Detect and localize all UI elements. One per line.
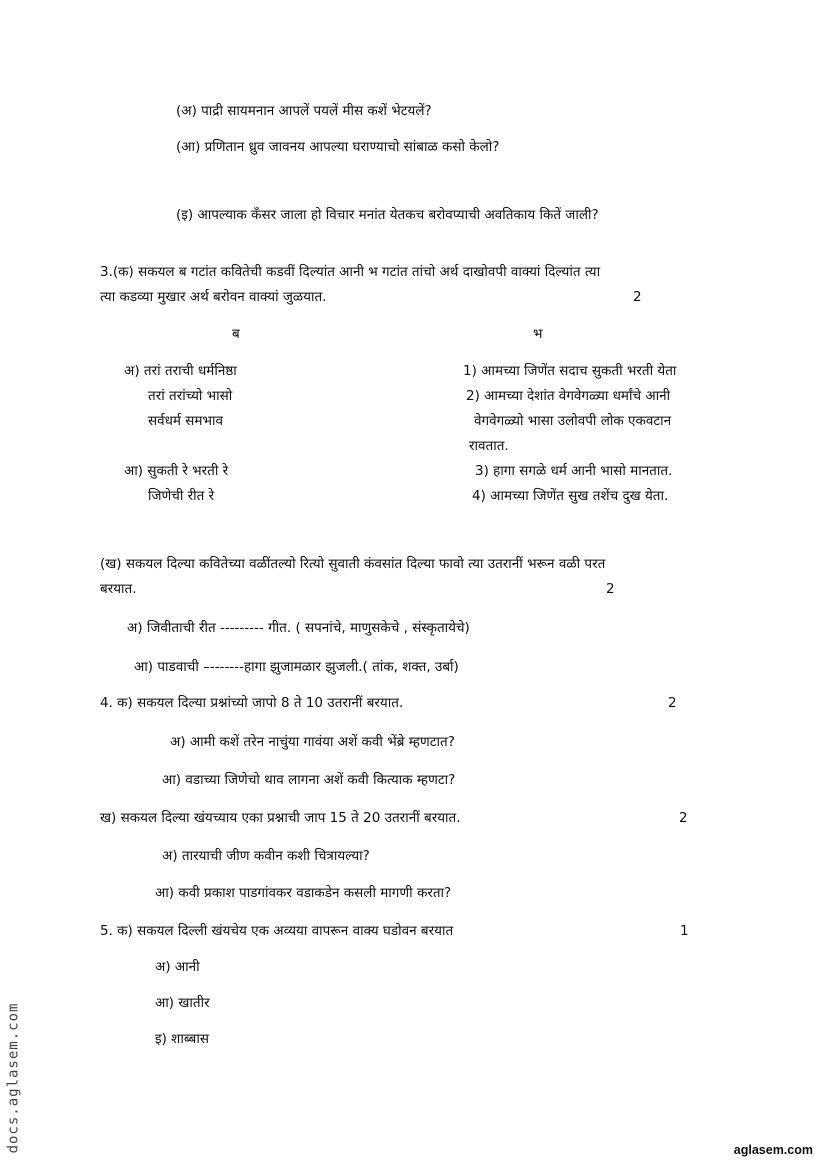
q2-option-aa: (आ) प्रणितान ध्रुव जावनय आपल्या घराण्याचो सांबाळ कसो केलो? (176, 139, 500, 155)
left-a-line2: तरां तरांच्यो भासो (148, 388, 233, 404)
q4-ka-option-aa: आ) वडाच्या जिणेचो थाव लागना अशें कवी कित्याक म्हणटा? (162, 772, 456, 788)
brand-watermark: aglasem.com (733, 1143, 813, 1157)
right-item-3: 3) हागा सगळे धर्म आनी भासो मानतात. (475, 463, 673, 479)
column-bh-heading: भ (533, 326, 543, 342)
q4-kha-instruction: ख) सकयल दिल्या खंयच्याय एका प्रश्नाची जाप 15 ते 20 उतरानीं बरयात. (100, 810, 461, 826)
left-aa-line1: आ) सुकती रे भरती रे (124, 463, 229, 479)
right-item-1: 1) आमच्या जिणेंत सदाच सुकती भरती येता (463, 363, 677, 379)
q2-option-i: (इ) आपल्याक कॅंसर जाला हो विचार मनांत येतकच बरोवप्याची अवतिकाय कितें जाली? (176, 207, 599, 223)
right-item-2-line3: रावतात. (469, 438, 509, 454)
q4-kha-marks: 2 (679, 810, 688, 826)
left-a-line3: सर्वधर्म समभाव (148, 413, 223, 429)
q3-kha-marks: 2 (606, 581, 615, 597)
q5-option-aa: आ) खातीर (155, 995, 210, 1011)
right-item-2-line2: वेगवेगळ्यो भासा उलोवपी लोक एकवटान (474, 413, 672, 429)
right-item-4: 4) आमच्या जिणेंत सुख तशेंच दुख येता. (472, 488, 669, 504)
q3-kha-option-a: अ) जिवीताची रीत --------- गीत. ( सपनांचे, माणुसकेचे , संस्कृतायेचे) (127, 620, 470, 636)
q5-option-i: इ) शाब्बास (155, 1031, 209, 1047)
q3-kha-instruction-line2: बरयात. (100, 581, 137, 597)
left-a-line1: अ) तरां तराची धर्मनिष्ठा (124, 363, 237, 379)
q4-kha-option-a: अ) तारयाची जीण कवीन कशी चित्रायल्या? (162, 848, 370, 864)
column-b-heading: ब (232, 326, 240, 342)
q3-ka-instruction-line1: 3.(क) सकयल ब गटांत कवितेची कडवीं दिल्यांत आनी भ गटांत तांचो अर्थ दाखोवपी वाक्यां दिल्यांत त्या (100, 264, 601, 280)
right-item-2-line1: 2) आमच्या देशांत वेगवेगळ्या धर्मांचे आनी (466, 388, 671, 404)
q4-ka-marks: 2 (668, 695, 677, 711)
left-aa-line2: जिणेची रीत रे (148, 488, 215, 504)
q2-option-a: (अ) पाद्री सायमनान आपलें पयलें मीस कशें भेटयलें? (176, 103, 432, 119)
q4-ka-instruction: 4. क) सकयल दिल्या प्रश्नांच्यो जापो 8 ते 10 उतरानीं बरयात. (100, 695, 404, 711)
q5-ka-marks: 1 (680, 923, 689, 939)
q3-kha-instruction-line1: (ख) सकयल दिल्या कवितेच्या वळींतल्यो रित्यो सुवाती कंवसांत दिल्या फावो त्या उतरानीं भरून वळी परत (100, 556, 606, 572)
q3-ka-marks: 2 (633, 289, 642, 305)
side-watermark: docs.aglasem.com (5, 1002, 22, 1154)
q4-ka-option-a: अ) आमी कशें तरेन नाचुंया गावंया अशें कवी भेंब्रे म्हणटात? (170, 734, 455, 750)
q5-option-a: अ) आनी (155, 959, 200, 975)
q3-ka-instruction-line2: त्या कडव्या मुखार अर्थ बरोवन वाक्यां जुळयात. (100, 289, 327, 305)
q4-kha-option-aa: आ) कवी प्रकाश पाडगांवकर वडाकडेन कसली मागणी करता? (155, 885, 452, 901)
q3-kha-option-aa: आ) पाडवाची –-------हागा झुजामळार झुजली.( तांक, शक्त, उर्बा) (134, 659, 459, 675)
q5-ka-instruction: 5. क) सकयल दिल्ली खंयचेय एक अव्यया वापरून वाक्य घडोवन बरयात (100, 923, 454, 939)
